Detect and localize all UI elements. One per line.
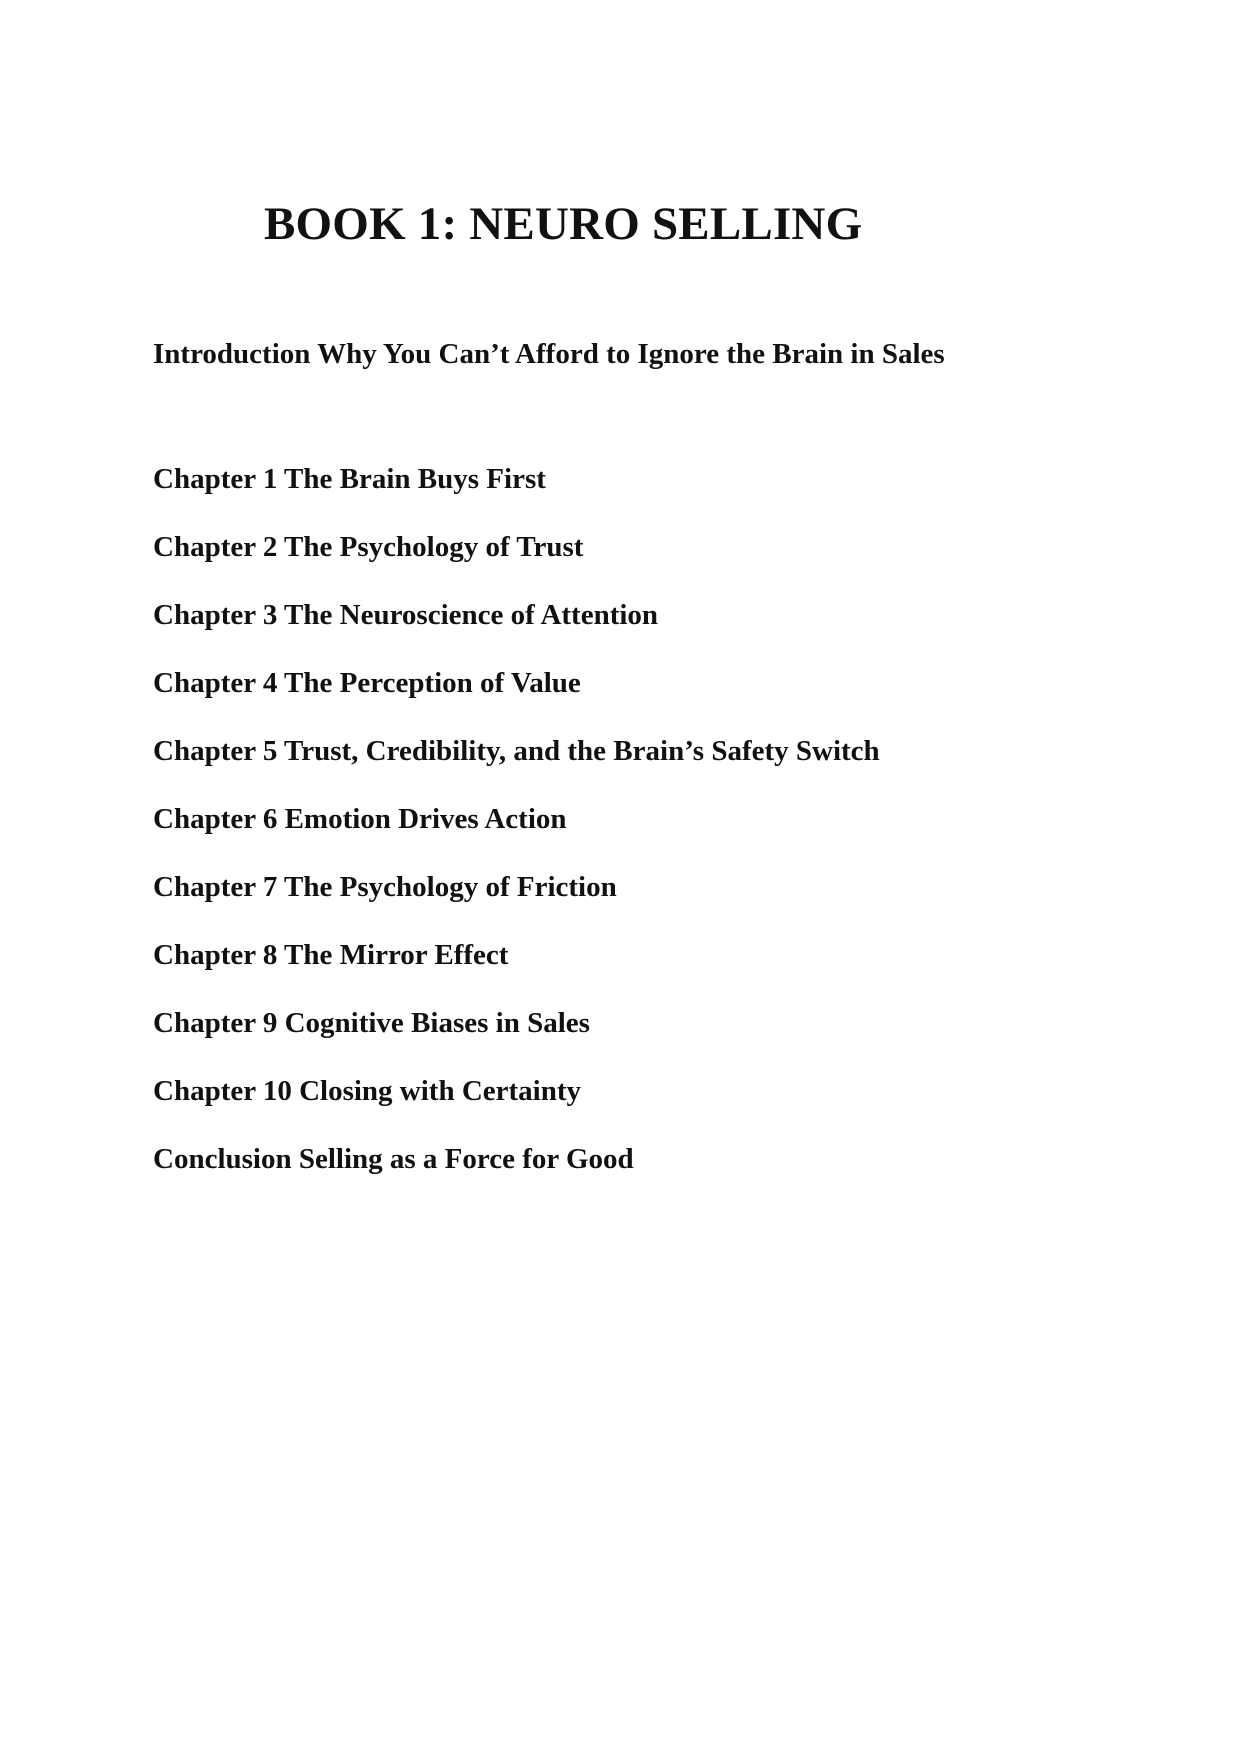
toc-entry-chapter-5: Chapter 5 Trust, Credibility, and the Brain’s Safety Switch: [153, 735, 880, 767]
toc-entry-conclusion: Conclusion Selling as a Force for Good: [153, 1143, 634, 1175]
book-title: BOOK 1: NEURO SELLING: [264, 198, 863, 250]
toc-entry-chapter-6: Chapter 6 Emotion Drives Action: [153, 803, 567, 835]
toc-entry-chapter-9: Chapter 9 Cognitive Biases in Sales: [153, 1007, 590, 1039]
toc-entry-introduction: Introduction Why You Can’t Afford to Ignore the Brain in Sales: [153, 338, 945, 370]
toc-entry-chapter-10: Chapter 10 Closing with Certainty: [153, 1075, 582, 1107]
toc-entry-chapter-1: Chapter 1 The Brain Buys First: [153, 463, 546, 495]
toc-entry-chapter-8: Chapter 8 The Mirror Effect: [153, 939, 509, 971]
toc-entry-chapter-2: Chapter 2 The Psychology of Trust: [153, 531, 584, 563]
toc-entry-chapter-3: Chapter 3 The Neuroscience of Attention: [153, 599, 659, 631]
toc-entry-chapter-4: Chapter 4 The Perception of Value: [153, 667, 581, 699]
toc-entry-chapter-7: Chapter 7 The Psychology of Friction: [153, 871, 617, 903]
